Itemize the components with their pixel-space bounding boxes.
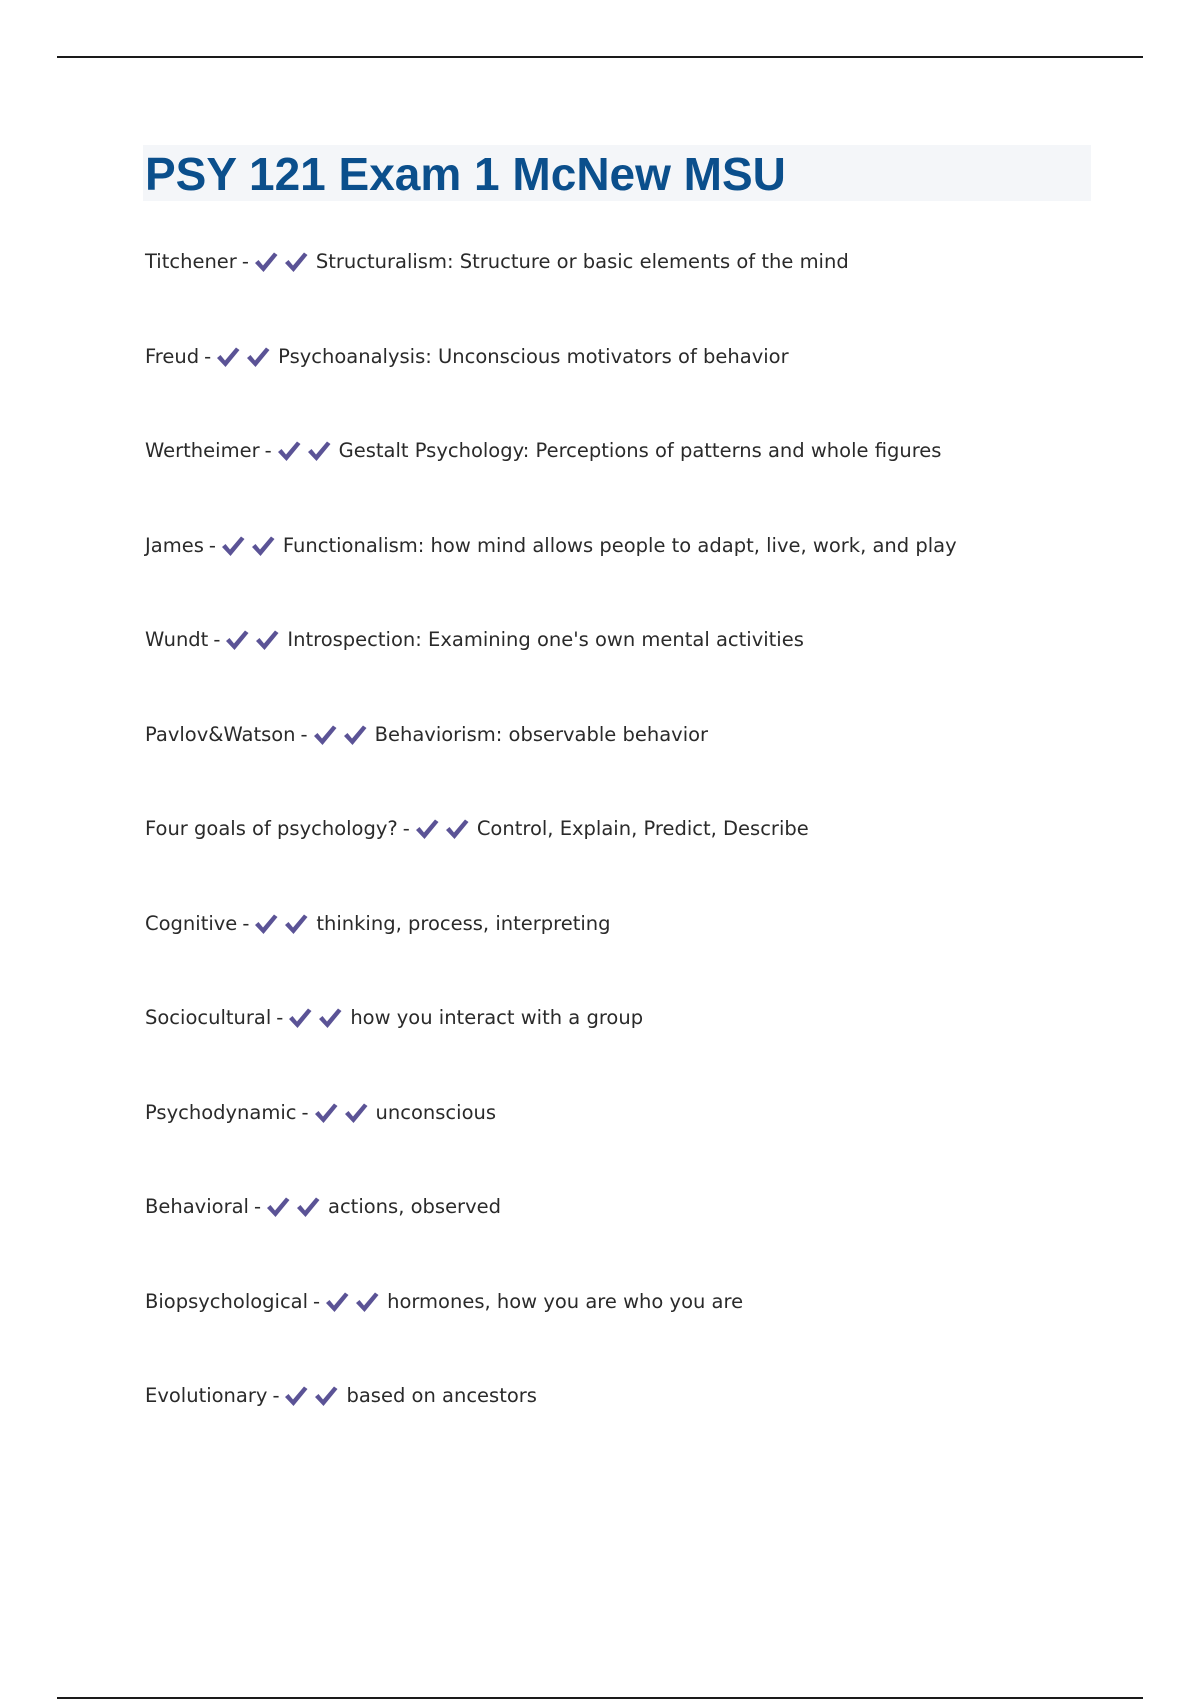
item-definition: based on ancestors <box>346 1384 537 1407</box>
check-icons <box>414 815 474 843</box>
item-definition: Gestalt Psychology: Perceptions of patterns and whole figures <box>338 439 942 462</box>
item-term: Psychodynamic <box>145 1101 297 1124</box>
item-separator: - <box>272 1384 280 1407</box>
item-term: Evolutionary <box>145 1384 268 1407</box>
check-icons <box>224 626 284 654</box>
item-separator: - <box>300 723 308 746</box>
check-icon <box>313 1101 339 1125</box>
item-definition: Functionalism: how mind allows people to adapt, live, work, and play <box>282 534 957 557</box>
item-separator: - <box>264 439 272 462</box>
check-icons <box>265 1193 325 1221</box>
list-item <box>145 1099 1145 1193</box>
item-term: Sociocultural <box>145 1006 272 1029</box>
list-item <box>145 1004 1145 1099</box>
item-term: Titchener <box>145 250 237 273</box>
check-icon <box>283 912 309 936</box>
list-item <box>145 910 1145 1004</box>
item-term: Freud <box>145 345 200 368</box>
check-icon <box>245 345 271 369</box>
check-icon <box>287 1006 313 1030</box>
item-separator: - <box>241 250 249 273</box>
check-icon <box>253 912 279 936</box>
item-term: Pavlov&Watson <box>145 723 296 746</box>
check-icon <box>342 723 368 747</box>
list-item <box>145 1288 1145 1382</box>
check-icon <box>265 1195 291 1219</box>
item-separator: - <box>276 1006 284 1029</box>
flashcard-list <box>145 248 1145 1477</box>
check-icon <box>324 1290 350 1314</box>
check-icons <box>253 248 313 276</box>
item-separator: - <box>313 1290 321 1313</box>
check-icon <box>354 1290 380 1314</box>
item-separator: - <box>242 912 250 935</box>
check-icon <box>276 439 302 463</box>
item-definition: Control, Explain, Predict, Describe <box>476 817 809 840</box>
check-icons <box>283 1382 343 1410</box>
check-icons <box>215 343 275 371</box>
list-item <box>145 437 1145 532</box>
check-icon <box>254 628 280 652</box>
item-definition: Behaviorism: observable behavior <box>374 723 709 746</box>
item-definition: Psychoanalysis: Unconscious motivators of behavior <box>278 345 789 368</box>
check-icon <box>250 534 276 558</box>
item-definition: thinking, process, interpreting <box>316 912 611 935</box>
list-item <box>145 248 1145 343</box>
check-icons <box>253 910 313 938</box>
check-icon <box>220 534 246 558</box>
check-icon <box>253 250 279 274</box>
list-item <box>145 532 1145 626</box>
item-term: Wertheimer <box>145 439 260 462</box>
item-term: Cognitive <box>145 912 238 935</box>
document-title: PSY 121 Exam 1 McNew MSU <box>145 148 786 200</box>
check-icon <box>215 345 241 369</box>
check-icons <box>287 1004 347 1032</box>
list-item <box>145 815 1145 910</box>
item-definition: Structuralism: Structure or basic elements of the mind <box>315 250 849 273</box>
item-separator: - <box>204 345 212 368</box>
check-icons <box>313 1099 373 1127</box>
check-icon <box>317 1006 343 1030</box>
check-icon <box>283 1384 309 1408</box>
list-item <box>145 1382 1145 1477</box>
item-definition: unconscious <box>375 1101 497 1124</box>
check-icons <box>220 532 280 560</box>
bottom-rule <box>57 1697 1143 1699</box>
item-definition: actions, observed <box>328 1195 501 1218</box>
top-rule <box>57 56 1143 58</box>
check-icon <box>283 250 309 274</box>
item-term: James <box>145 534 204 557</box>
check-icon <box>312 723 338 747</box>
item-definition: Introspection: Examining one's own mental activities <box>287 628 804 651</box>
item-separator: - <box>402 817 410 840</box>
item-separator: - <box>253 1195 262 1218</box>
check-icon <box>343 1101 369 1125</box>
check-icon <box>295 1195 321 1219</box>
list-item <box>145 343 1145 437</box>
check-icon <box>306 439 332 463</box>
check-icons <box>324 1288 384 1316</box>
item-term: Four goals of psychology? <box>145 817 398 840</box>
item-term: Behavioral <box>145 1195 249 1218</box>
item-definition: how you interact with a group <box>350 1006 644 1029</box>
item-separator: - <box>301 1101 309 1124</box>
check-icon <box>224 628 250 652</box>
item-separator: - <box>208 534 216 557</box>
check-icons <box>312 721 372 749</box>
item-term: Wundt <box>145 628 209 651</box>
list-item <box>145 1193 1145 1288</box>
check-icon <box>313 1384 339 1408</box>
list-item <box>145 721 1145 815</box>
check-icon <box>444 817 470 841</box>
item-definition: hormones, how you are who you are <box>387 1290 744 1313</box>
list-item <box>145 626 1145 721</box>
item-term: Biopsychological <box>145 1290 309 1313</box>
check-icons <box>276 437 336 465</box>
check-icon <box>414 817 440 841</box>
item-separator: - <box>213 628 221 651</box>
